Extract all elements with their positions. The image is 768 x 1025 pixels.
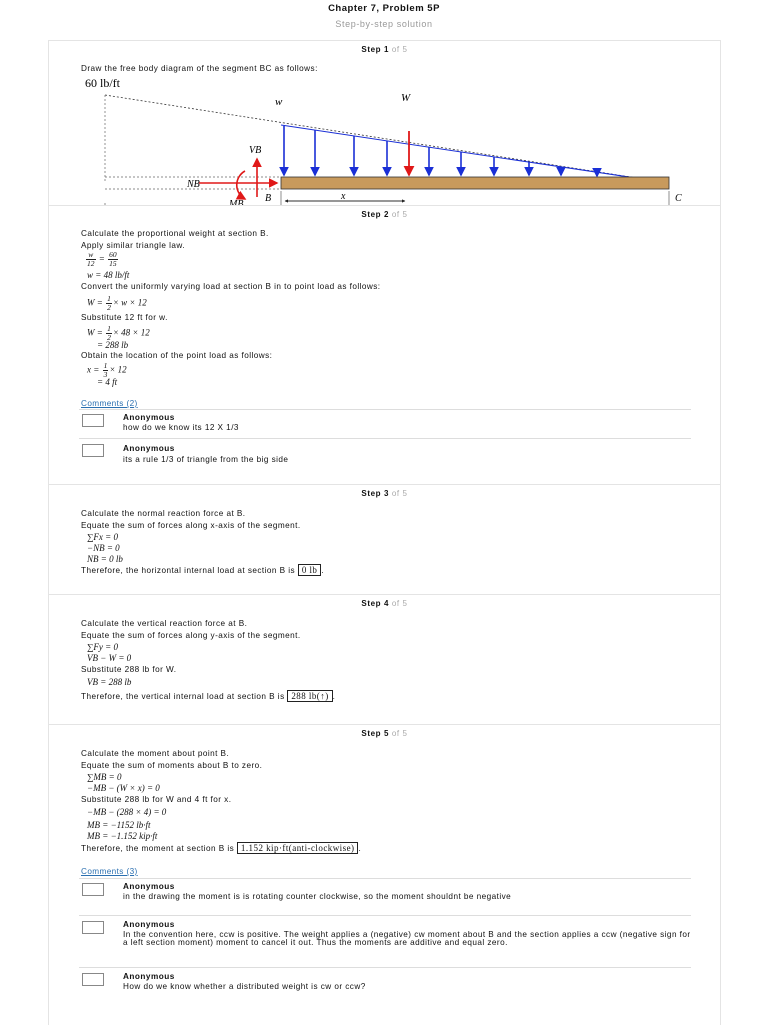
step-5-card — [48, 724, 721, 1025]
step-2-line: Calculate the proportional weight at section B. — [81, 229, 269, 238]
V-label: VB — [249, 145, 262, 156]
divider — [79, 915, 691, 916]
step-5-line: Equate the sum of moments about B to zero. — [81, 761, 263, 770]
W-label: W — [401, 92, 411, 104]
page-title: Chapter 7, Problem 5P — [328, 3, 440, 14]
eq: ∑Fy = 0 — [87, 642, 118, 652]
step-2-line: Obtain the location of the point load as follows: — [81, 351, 273, 360]
step-4-line: Equate the sum of forces along y-axis of the segment. — [81, 631, 301, 640]
answer-box: 0 lb — [298, 564, 322, 576]
divider — [79, 878, 691, 879]
step-5-label: Step 5 of 5 — [361, 729, 408, 738]
step-1-text: Draw the free body diagram of the segment BC as follows: — [81, 64, 318, 73]
eq: MB = −1.152 kip·ft — [87, 831, 158, 841]
comments-link[interactable]: Comments (2) — [81, 399, 138, 408]
eq: −MB − (288 × 4) = 0 — [87, 807, 167, 817]
step-5-line: Calculate the moment about point B. — [81, 749, 230, 758]
step-3-line: Calculate the normal reaction force at B. — [81, 509, 246, 518]
comment-author: Anonymous — [123, 413, 175, 422]
C-label: C — [675, 193, 682, 204]
comment-avatar — [82, 444, 104, 457]
answer-box: 1.152 kip·ft(anti-clockwise) — [237, 842, 359, 854]
comment-avatar — [82, 883, 104, 896]
step-3-line: Equate the sum of forces along x-axis of the segment. — [81, 521, 301, 530]
step-3-label: Step 3 of 5 — [361, 489, 408, 498]
step-1-card — [48, 40, 721, 206]
B-label: B — [265, 193, 272, 204]
free-body-diagram — [49, 71, 720, 221]
comment-text: how do we know its 12 X 1/3 — [123, 423, 239, 432]
eq: VB = 288 lb — [87, 677, 132, 687]
step-5-conclusion: Therefore, the moment at section B is 1.152 kip·ft(anti-clockwise) . — [81, 843, 362, 853]
divider — [79, 967, 691, 968]
comments-link[interactable]: Comments (3) — [81, 867, 138, 876]
step-2-line: Convert the uniformly varying load at section B in to point load as follows: — [81, 282, 381, 291]
comment-author: Anonymous — [123, 920, 175, 929]
step-2-line: Apply similar triangle law. — [81, 241, 186, 250]
comment-text: in the drawing the moment is is rotating counter clockwise, so the moment shouldnt be negative — [123, 892, 512, 901]
x-label: x — [341, 191, 346, 202]
step-4-card — [48, 594, 721, 725]
comment-avatar — [82, 921, 104, 934]
eq: ∑Fx = 0 — [87, 532, 118, 542]
step-1-label: Step 1 of 5 — [361, 45, 408, 54]
eq: NB = 0 lb — [87, 554, 123, 564]
eq-W-formula: W = $\frac{1}{2}$ × w × 12 — [87, 294, 147, 312]
comment-text: How do we know whether a distributed weight is cw or ccw? — [123, 982, 366, 991]
w-label: w — [275, 96, 283, 108]
load-label: 60 lb/ft — [85, 76, 120, 90]
eq-W-result: = 288 lb — [97, 340, 129, 350]
eq: −MB − (W × x) = 0 — [87, 783, 160, 793]
eq-w-result: w = 48 lb/ft — [87, 270, 130, 280]
beam-bc — [281, 177, 669, 189]
eq: MB = −1152 lb·ft — [87, 820, 151, 830]
step-2-card — [48, 205, 721, 485]
eq-similar-triangles: $\frac{w}{12}$ = $\frac{60}{15}$ — [87, 250, 117, 268]
comment-avatar — [82, 973, 104, 986]
comment-author: Anonymous — [123, 882, 175, 891]
comment-author: Anonymous — [123, 444, 175, 453]
step-5-line: Substitute 288 lb for W and 4 ft for x. — [81, 795, 232, 804]
eq-W-substituted: W = $\frac{1}{2}$ × 48 × 12 — [87, 324, 150, 342]
step-3-conclusion: Therefore, the horizontal internal load at section B is 0 lb . — [81, 565, 325, 575]
step-3-card — [48, 484, 721, 595]
step-2-label: Step 2 of 5 — [361, 210, 408, 219]
comment-avatar — [82, 414, 104, 427]
comment-text: its a rule 1/3 of triangle from the big side — [123, 455, 289, 464]
eq-x-result: = 4 ft — [97, 377, 118, 387]
answer-box: 288 lb(↑) — [287, 690, 332, 702]
step-4-line: Calculate the vertical reaction force at B. — [81, 619, 248, 628]
comment-author: Anonymous — [123, 972, 175, 981]
step-4-label: Step 4 of 5 — [361, 599, 408, 608]
page-subtitle: Step-by-step solution — [335, 19, 433, 29]
step-2-line: Substitute 12 ft for w. — [81, 313, 168, 322]
divider — [79, 409, 691, 410]
divider — [79, 438, 691, 439]
eq: −NB = 0 — [87, 543, 120, 553]
step-4-conclusion: Therefore, the vertical internal load at section B is 288 lb(↑) . — [81, 691, 336, 701]
moment-M-arrow — [237, 171, 245, 199]
eq-x-formula: x = $\frac{1}{3}$ × 12 — [87, 361, 127, 379]
N-label: NB — [187, 179, 200, 190]
comment-text: In the convention here, ccw is positive. The weight applies a (negative) cw moment about B and the section applies a ccw (negative sign for a left section moment) moment to cancel it out. Thus the moments are additive and equal zero. — [123, 930, 691, 947]
eq: ∑MB = 0 — [87, 772, 122, 782]
load-line-solid — [281, 125, 669, 183]
step-4-line: Substitute 288 lb for W. — [81, 665, 177, 674]
eq: VB − W = 0 — [87, 653, 132, 663]
